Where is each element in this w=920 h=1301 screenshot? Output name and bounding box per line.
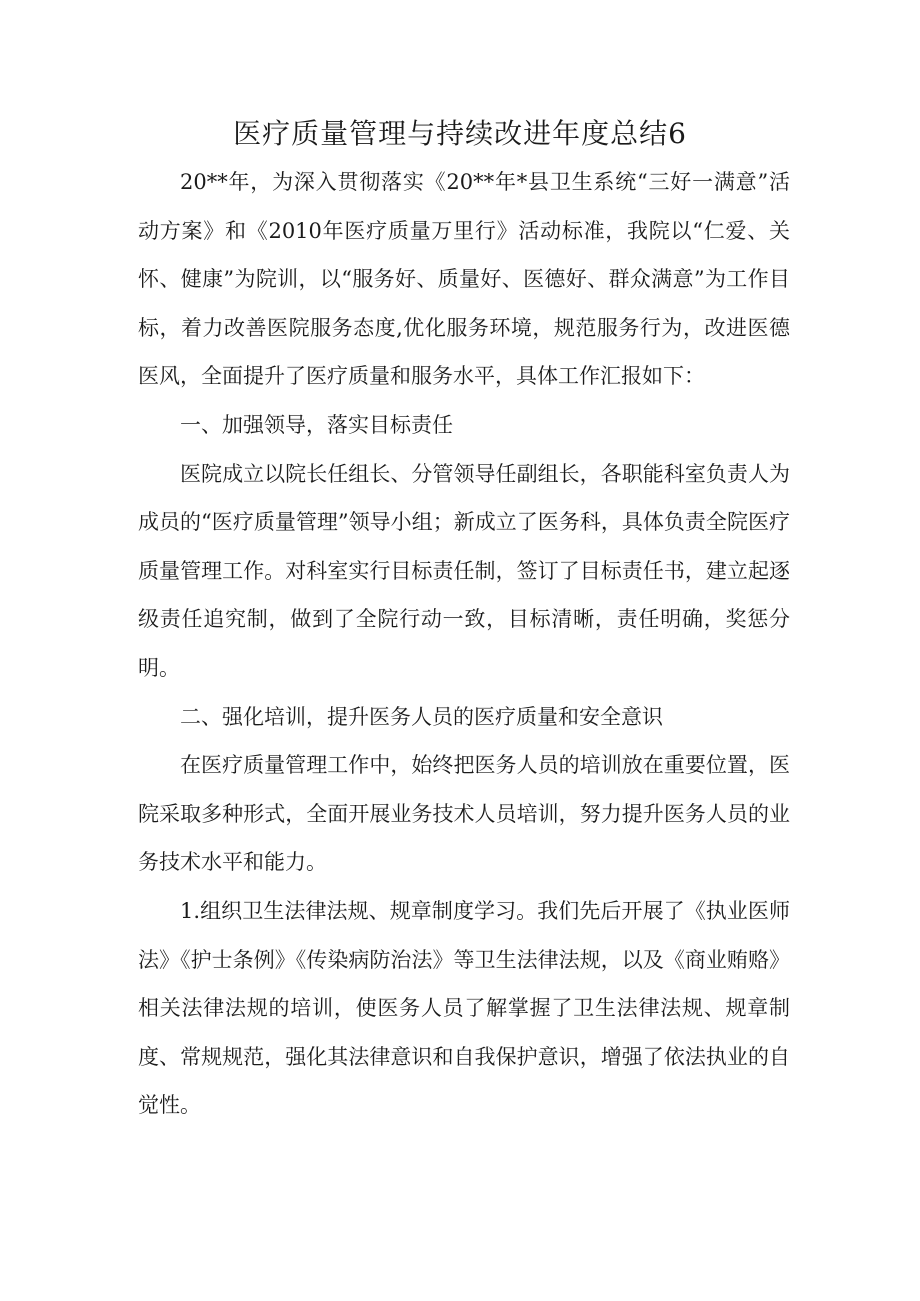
document-title: 医疗质量管理与持续改进年度总结6 <box>233 117 687 150</box>
document-body <box>138 158 790 1130</box>
section-heading-1: 一、加强领导，落实目标责任 <box>180 412 453 437</box>
training-item-1-paragraph: 1.组织卫生法律法规、规章制度学习。我们先后开展了《执业医师法》《护士条例》《传染病防治法》等卫生法律法规，以及《商业贿赂》相关法律法规的培训，使医务人员了解掌握了卫生法律法规、规章制度、常规规范，强化其法律意识和自我保护意识，增强了依法执业的自觉性。 <box>138 898 790 1118</box>
section-2-paragraph: 在医疗质量管理工作中，始终把医务人员的培训放在重要位置，医院采取多种形式，全面开展业务技术人员培训，努力提升医务人员的业务技术水平和能力。 <box>138 753 790 875</box>
section-1-paragraph: 医院成立以院长任组长、分管领导任副组长，各职能科室负责人为成员的“医疗质量管理”领导小组；新成立了医务科，具体负责全院医疗质量管理工作。对科室实行目标责任制，签订了目标责任书，建立起逐级责任追究制，做到了全院行动一致，目标清晰，责任明确，奖惩分明。 <box>138 461 790 680</box>
intro-paragraph: 20**年，为深入贯彻落实《20**年*县卫生系统“三好一满意”活动方案》和《2010年医疗质量万里行》活动标准，我院以“仁爱、关怀、健康”为院训，以“服务好、质量好、医德好、群众满意”为工作目标，着力改善医院服务态度,优化服务环境，规范服务行为，改进医德医风，全面提升了医疗质量和服务水平，具体工作汇报如下： <box>138 170 790 389</box>
section-heading-2: 二、强化培训，提升医务人员的医疗质量和安全意识 <box>180 704 663 729</box>
